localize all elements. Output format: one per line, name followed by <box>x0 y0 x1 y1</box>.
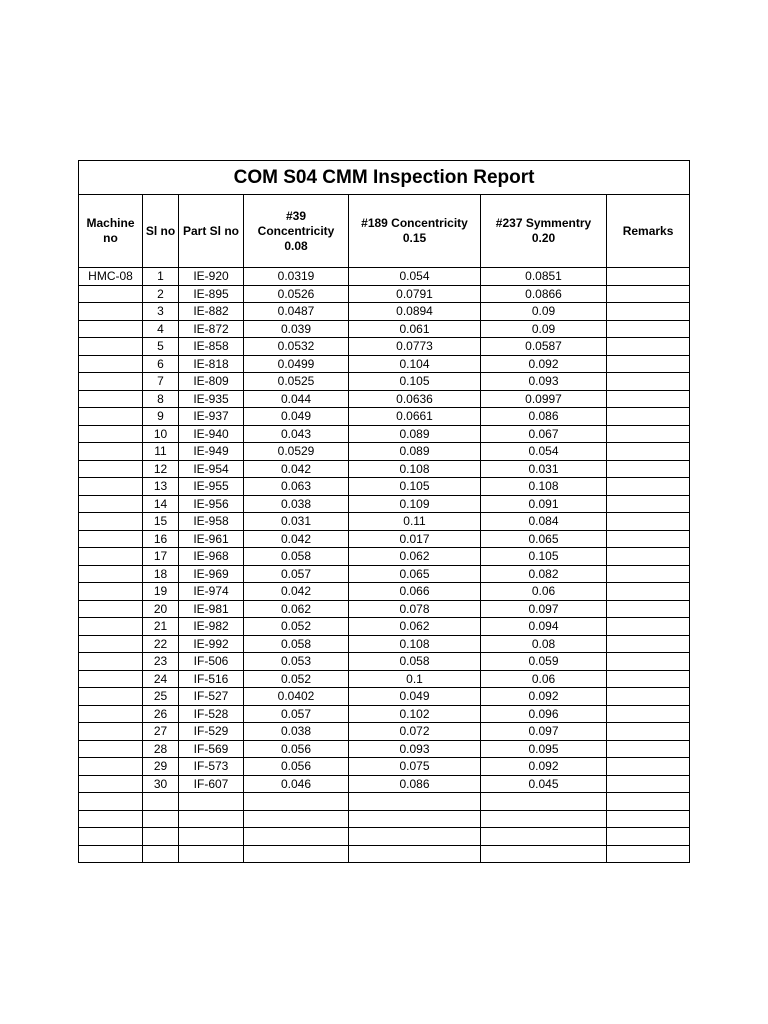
header-part-sl-no: Part Sl no <box>179 195 244 268</box>
cell-concentricity-189 <box>349 828 481 846</box>
cell-concentricity-189: 0.065 <box>349 565 481 583</box>
cell-sl-no: 8 <box>143 390 179 408</box>
cell-sl-no: 10 <box>143 425 179 443</box>
cell-symmentry-237: 0.093 <box>481 373 607 391</box>
cell-concentricity-39: 0.038 <box>244 495 349 513</box>
cell-part-sl-no: IE-920 <box>179 268 244 286</box>
cell-machine-no <box>79 285 143 303</box>
cell-sl-no: 9 <box>143 408 179 426</box>
cell-part-sl-no: IE-895 <box>179 285 244 303</box>
cell-sl-no: 30 <box>143 775 179 793</box>
cell-remarks <box>607 355 690 373</box>
cell-machine-no <box>79 635 143 653</box>
cell-machine-no: HMC-08 <box>79 268 143 286</box>
cell-symmentry-237: 0.06 <box>481 583 607 601</box>
cell-sl-no: 4 <box>143 320 179 338</box>
cell-machine-no <box>79 303 143 321</box>
cell-machine-no <box>79 653 143 671</box>
cell-part-sl-no <box>179 810 244 828</box>
cell-machine-no <box>79 530 143 548</box>
cell-sl-no: 12 <box>143 460 179 478</box>
cell-sl-no: 2 <box>143 285 179 303</box>
cell-machine-no <box>79 495 143 513</box>
cell-symmentry-237: 0.045 <box>481 775 607 793</box>
cell-concentricity-189: 0.075 <box>349 758 481 776</box>
header-row <box>79 195 690 268</box>
cell-symmentry-237: 0.086 <box>481 408 607 426</box>
cell-part-sl-no: IE-955 <box>179 478 244 496</box>
cell-part-sl-no: IE-992 <box>179 635 244 653</box>
table-row <box>79 390 690 408</box>
cell-concentricity-39: 0.046 <box>244 775 349 793</box>
cell-concentricity-39 <box>244 810 349 828</box>
table-row <box>79 583 690 601</box>
cell-part-sl-no: IE-958 <box>179 513 244 531</box>
cell-symmentry-237: 0.097 <box>481 600 607 618</box>
cell-machine-no <box>79 775 143 793</box>
cell-part-sl-no: IE-968 <box>179 548 244 566</box>
cell-remarks <box>607 548 690 566</box>
cell-concentricity-189 <box>349 810 481 828</box>
report-title: COM S04 CMM Inspection Report <box>79 161 690 195</box>
cell-remarks <box>607 670 690 688</box>
header-237-line2: 0.20 <box>531 231 556 245</box>
cell-symmentry-237: 0.067 <box>481 425 607 443</box>
cell-remarks <box>607 583 690 601</box>
cell-concentricity-189: 0.066 <box>349 583 481 601</box>
cell-remarks <box>607 688 690 706</box>
cell-sl-no: 23 <box>143 653 179 671</box>
table-row <box>79 670 690 688</box>
cell-symmentry-237 <box>481 828 607 846</box>
cell-concentricity-189: 0.0773 <box>349 338 481 356</box>
cell-concentricity-189: 0.109 <box>349 495 481 513</box>
cell-concentricity-39: 0.031 <box>244 513 349 531</box>
cell-symmentry-237: 0.082 <box>481 565 607 583</box>
cell-remarks <box>607 600 690 618</box>
cell-part-sl-no: IE-969 <box>179 565 244 583</box>
cell-concentricity-39 <box>244 793 349 811</box>
header-symmentry-237 <box>481 195 607 268</box>
cell-symmentry-237: 0.105 <box>481 548 607 566</box>
table-row <box>79 775 690 793</box>
cell-concentricity-189: 0.0661 <box>349 408 481 426</box>
cell-part-sl-no: IE-954 <box>179 460 244 478</box>
cell-remarks <box>607 740 690 758</box>
cell-concentricity-189: 0.061 <box>349 320 481 338</box>
cell-sl-no: 15 <box>143 513 179 531</box>
cell-part-sl-no: IE-818 <box>179 355 244 373</box>
cell-part-sl-no <box>179 828 244 846</box>
cell-symmentry-237: 0.095 <box>481 740 607 758</box>
cell-symmentry-237: 0.094 <box>481 618 607 636</box>
cell-concentricity-189: 0.049 <box>349 688 481 706</box>
header-39-line1: #39 <box>285 208 307 223</box>
cell-concentricity-39: 0.058 <box>244 548 349 566</box>
inspection-report-table <box>78 160 690 863</box>
header-machine-no-line2: no <box>103 231 118 245</box>
cell-concentricity-189: 0.089 <box>349 443 481 461</box>
cell-machine-no <box>79 373 143 391</box>
cell-sl-no: 16 <box>143 530 179 548</box>
cell-part-sl-no: IE-981 <box>179 600 244 618</box>
cell-symmentry-237: 0.097 <box>481 723 607 741</box>
cell-remarks <box>607 460 690 478</box>
cell-symmentry-237: 0.09 <box>481 320 607 338</box>
header-sl-no: Sl no <box>143 195 179 268</box>
header-189-line2: 0.15 <box>402 231 427 245</box>
table-row <box>79 758 690 776</box>
cell-concentricity-189: 0.11 <box>349 513 481 531</box>
cell-sl-no: 11 <box>143 443 179 461</box>
cell-concentricity-189: 0.078 <box>349 600 481 618</box>
cell-machine-no <box>79 670 143 688</box>
cell-part-sl-no <box>179 793 244 811</box>
cell-concentricity-39: 0.042 <box>244 530 349 548</box>
table-row <box>79 600 690 618</box>
cell-symmentry-237 <box>481 810 607 828</box>
cell-machine-no <box>79 793 143 811</box>
table-row <box>79 495 690 513</box>
table-row <box>79 810 690 828</box>
cell-symmentry-237: 0.08 <box>481 635 607 653</box>
table-row <box>79 828 690 846</box>
cell-symmentry-237: 0.0587 <box>481 338 607 356</box>
cell-remarks <box>607 565 690 583</box>
cell-concentricity-39: 0.0487 <box>244 303 349 321</box>
cell-machine-no <box>79 583 143 601</box>
cell-concentricity-189: 0.0636 <box>349 390 481 408</box>
table-row <box>79 425 690 443</box>
cell-remarks <box>607 530 690 548</box>
cell-symmentry-237: 0.0997 <box>481 390 607 408</box>
table-row <box>79 740 690 758</box>
cell-part-sl-no <box>179 845 244 863</box>
cell-remarks <box>607 810 690 828</box>
cell-concentricity-39: 0.049 <box>244 408 349 426</box>
cell-concentricity-189: 0.105 <box>349 478 481 496</box>
cell-concentricity-39: 0.042 <box>244 460 349 478</box>
cell-concentricity-39: 0.0526 <box>244 285 349 303</box>
table-row <box>79 355 690 373</box>
cell-concentricity-39: 0.0525 <box>244 373 349 391</box>
cell-part-sl-no: IF-516 <box>179 670 244 688</box>
cell-remarks <box>607 653 690 671</box>
cell-sl-no: 13 <box>143 478 179 496</box>
cell-concentricity-189: 0.089 <box>349 425 481 443</box>
cell-machine-no <box>79 828 143 846</box>
cell-sl-no: 20 <box>143 600 179 618</box>
cell-machine-no <box>79 723 143 741</box>
table-row <box>79 285 690 303</box>
header-189-line1: #189 Concentricity <box>361 216 468 230</box>
cell-concentricity-39: 0.063 <box>244 478 349 496</box>
header-machine-no-line1: Machine <box>86 216 135 230</box>
cell-part-sl-no: IF-506 <box>179 653 244 671</box>
table-row <box>79 565 690 583</box>
cell-symmentry-237: 0.091 <box>481 495 607 513</box>
cell-part-sl-no: IE-961 <box>179 530 244 548</box>
cell-machine-no <box>79 408 143 426</box>
table-row <box>79 443 690 461</box>
cell-machine-no <box>79 513 143 531</box>
cell-symmentry-237: 0.059 <box>481 653 607 671</box>
cell-concentricity-189: 0.104 <box>349 355 481 373</box>
cell-sl-no: 19 <box>143 583 179 601</box>
cell-sl-no: 7 <box>143 373 179 391</box>
cell-concentricity-39 <box>244 845 349 863</box>
table-row <box>79 303 690 321</box>
cell-symmentry-237: 0.092 <box>481 355 607 373</box>
cell-part-sl-no: IE-935 <box>179 390 244 408</box>
cell-concentricity-189: 0.017 <box>349 530 481 548</box>
cell-sl-no: 21 <box>143 618 179 636</box>
cell-concentricity-39: 0.053 <box>244 653 349 671</box>
cell-machine-no <box>79 460 143 478</box>
cell-concentricity-39 <box>244 828 349 846</box>
cell-part-sl-no: IE-858 <box>179 338 244 356</box>
cell-remarks <box>607 478 690 496</box>
cell-remarks <box>607 425 690 443</box>
cell-remarks <box>607 845 690 863</box>
cell-symmentry-237: 0.09 <box>481 303 607 321</box>
cell-concentricity-39: 0.038 <box>244 723 349 741</box>
cell-concentricity-189: 0.0791 <box>349 285 481 303</box>
cell-sl-no: 29 <box>143 758 179 776</box>
cell-machine-no <box>79 425 143 443</box>
cell-sl-no: 27 <box>143 723 179 741</box>
cell-concentricity-39: 0.056 <box>244 740 349 758</box>
header-concentricity-39 <box>244 195 349 268</box>
cell-remarks <box>607 338 690 356</box>
cell-machine-no <box>79 355 143 373</box>
table-row <box>79 320 690 338</box>
cell-concentricity-39: 0.057 <box>244 565 349 583</box>
cell-concentricity-39: 0.057 <box>244 705 349 723</box>
cell-concentricity-189: 0.058 <box>349 653 481 671</box>
header-remarks: Remarks <box>607 195 690 268</box>
cell-machine-no <box>79 810 143 828</box>
header-concentricity-189 <box>349 195 481 268</box>
cell-part-sl-no: IE-940 <box>179 425 244 443</box>
table-row <box>79 723 690 741</box>
header-machine-no <box>79 195 143 268</box>
cell-part-sl-no: IF-607 <box>179 775 244 793</box>
table-row <box>79 460 690 478</box>
cell-sl-no <box>143 845 179 863</box>
cell-symmentry-237: 0.084 <box>481 513 607 531</box>
cell-concentricity-189: 0.108 <box>349 635 481 653</box>
table-row <box>79 688 690 706</box>
cell-symmentry-237: 0.092 <box>481 688 607 706</box>
cell-part-sl-no: IF-573 <box>179 758 244 776</box>
cell-remarks <box>607 723 690 741</box>
cell-concentricity-189: 0.054 <box>349 268 481 286</box>
cell-concentricity-189: 0.086 <box>349 775 481 793</box>
cell-sl-no: 18 <box>143 565 179 583</box>
cell-remarks <box>607 635 690 653</box>
cell-machine-no <box>79 443 143 461</box>
cell-part-sl-no: IF-527 <box>179 688 244 706</box>
cell-concentricity-39: 0.044 <box>244 390 349 408</box>
cell-machine-no <box>79 390 143 408</box>
cell-machine-no <box>79 758 143 776</box>
cell-symmentry-237 <box>481 793 607 811</box>
cell-concentricity-189: 0.062 <box>349 618 481 636</box>
cell-remarks <box>607 758 690 776</box>
cell-concentricity-189: 0.102 <box>349 705 481 723</box>
cell-machine-no <box>79 600 143 618</box>
cell-remarks <box>607 513 690 531</box>
cell-sl-no: 22 <box>143 635 179 653</box>
table-row <box>79 653 690 671</box>
header-39-line2: Concentricity <box>257 223 335 238</box>
cell-part-sl-no: IE-949 <box>179 443 244 461</box>
cell-part-sl-no: IF-528 <box>179 705 244 723</box>
table-row <box>79 548 690 566</box>
cell-concentricity-189 <box>349 793 481 811</box>
table-row <box>79 373 690 391</box>
table-row <box>79 635 690 653</box>
cell-remarks <box>607 495 690 513</box>
cell-sl-no <box>143 810 179 828</box>
cell-concentricity-39: 0.0319 <box>244 268 349 286</box>
cell-symmentry-237 <box>481 845 607 863</box>
cell-concentricity-39: 0.052 <box>244 618 349 636</box>
cell-concentricity-189: 0.062 <box>349 548 481 566</box>
cell-part-sl-no: IE-809 <box>179 373 244 391</box>
cell-remarks <box>607 618 690 636</box>
cell-machine-no <box>79 565 143 583</box>
cell-sl-no: 6 <box>143 355 179 373</box>
cell-sl-no: 25 <box>143 688 179 706</box>
cell-concentricity-189: 0.105 <box>349 373 481 391</box>
table-row <box>79 338 690 356</box>
table-row <box>79 618 690 636</box>
cell-symmentry-237: 0.092 <box>481 758 607 776</box>
table-row <box>79 478 690 496</box>
cell-machine-no <box>79 688 143 706</box>
cell-concentricity-39: 0.0532 <box>244 338 349 356</box>
header-39-line3: 0.08 <box>284 238 308 253</box>
table-row <box>79 845 690 863</box>
cell-concentricity-39: 0.056 <box>244 758 349 776</box>
cell-machine-no <box>79 548 143 566</box>
cell-symmentry-237: 0.065 <box>481 530 607 548</box>
cell-part-sl-no: IF-529 <box>179 723 244 741</box>
cell-machine-no <box>79 740 143 758</box>
cell-remarks <box>607 443 690 461</box>
table-row <box>79 408 690 426</box>
cell-machine-no <box>79 478 143 496</box>
cell-concentricity-189: 0.072 <box>349 723 481 741</box>
table-row <box>79 513 690 531</box>
cell-remarks <box>607 390 690 408</box>
cell-concentricity-39: 0.0499 <box>244 355 349 373</box>
cell-concentricity-39: 0.043 <box>244 425 349 443</box>
cell-concentricity-189: 0.093 <box>349 740 481 758</box>
table-row <box>79 705 690 723</box>
table-row <box>79 793 690 811</box>
cell-sl-no: 28 <box>143 740 179 758</box>
table-row <box>79 268 690 286</box>
cell-sl-no: 1 <box>143 268 179 286</box>
report-body <box>79 268 690 863</box>
cell-remarks <box>607 828 690 846</box>
title-row <box>79 161 690 195</box>
cell-machine-no <box>79 618 143 636</box>
cell-machine-no <box>79 338 143 356</box>
cell-concentricity-189 <box>349 845 481 863</box>
cell-symmentry-237: 0.031 <box>481 460 607 478</box>
cell-part-sl-no: IE-956 <box>179 495 244 513</box>
cell-machine-no <box>79 320 143 338</box>
cell-part-sl-no: IE-974 <box>179 583 244 601</box>
cell-concentricity-39: 0.0402 <box>244 688 349 706</box>
cell-part-sl-no: IF-569 <box>179 740 244 758</box>
cell-remarks <box>607 408 690 426</box>
cell-machine-no <box>79 845 143 863</box>
header-237-line1: #237 Symmentry <box>495 216 592 230</box>
cell-concentricity-189: 0.1 <box>349 670 481 688</box>
cell-remarks <box>607 268 690 286</box>
cell-remarks <box>607 373 690 391</box>
cell-symmentry-237: 0.0866 <box>481 285 607 303</box>
table-row <box>79 530 690 548</box>
cell-symmentry-237: 0.096 <box>481 705 607 723</box>
cell-sl-no <box>143 828 179 846</box>
cell-concentricity-189: 0.108 <box>349 460 481 478</box>
cell-symmentry-237: 0.054 <box>481 443 607 461</box>
cell-sl-no: 5 <box>143 338 179 356</box>
cell-sl-no <box>143 793 179 811</box>
cell-remarks <box>607 705 690 723</box>
cell-sl-no: 17 <box>143 548 179 566</box>
cell-symmentry-237: 0.108 <box>481 478 607 496</box>
cell-concentricity-39: 0.0529 <box>244 443 349 461</box>
cell-concentricity-39: 0.039 <box>244 320 349 338</box>
cell-sl-no: 24 <box>143 670 179 688</box>
cell-remarks <box>607 775 690 793</box>
cell-sl-no: 26 <box>143 705 179 723</box>
cell-concentricity-39: 0.058 <box>244 635 349 653</box>
cell-symmentry-237: 0.0851 <box>481 268 607 286</box>
cell-machine-no <box>79 705 143 723</box>
cell-concentricity-39: 0.052 <box>244 670 349 688</box>
cell-part-sl-no: IE-882 <box>179 303 244 321</box>
cell-symmentry-237: 0.06 <box>481 670 607 688</box>
cell-remarks <box>607 320 690 338</box>
cell-concentricity-189: 0.0894 <box>349 303 481 321</box>
cell-sl-no: 14 <box>143 495 179 513</box>
cell-remarks <box>607 793 690 811</box>
cell-concentricity-39: 0.062 <box>244 600 349 618</box>
cell-part-sl-no: IE-872 <box>179 320 244 338</box>
cell-sl-no: 3 <box>143 303 179 321</box>
cell-remarks <box>607 285 690 303</box>
cell-part-sl-no: IE-937 <box>179 408 244 426</box>
cell-concentricity-39: 0.042 <box>244 583 349 601</box>
cell-remarks <box>607 303 690 321</box>
cell-part-sl-no: IE-982 <box>179 618 244 636</box>
